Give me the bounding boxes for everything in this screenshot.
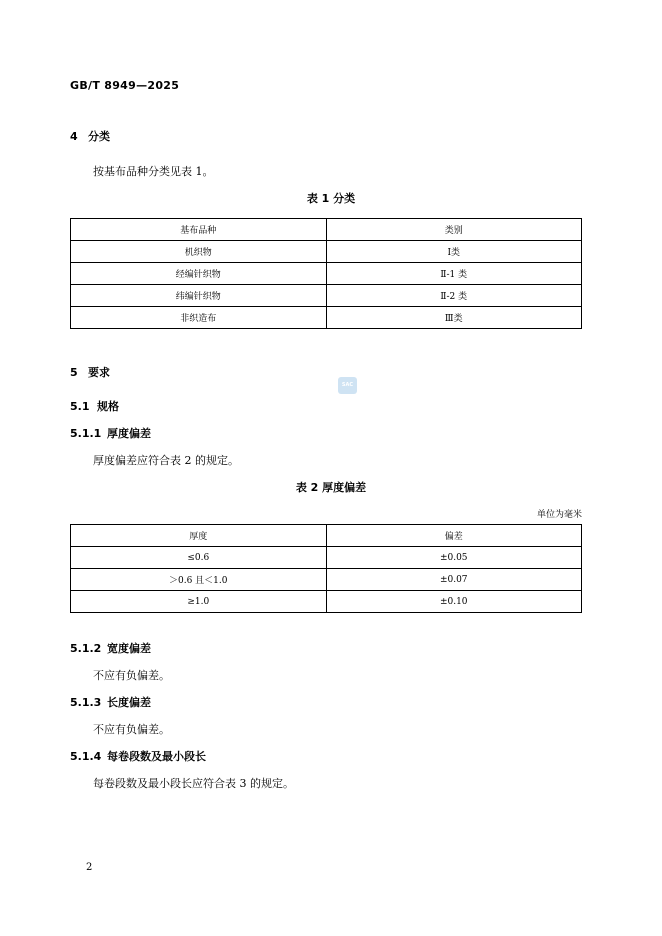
table-row bbox=[71, 591, 582, 613]
table-cell: ±0.10 bbox=[326, 591, 582, 613]
page-number: 2 bbox=[86, 862, 93, 873]
table-row bbox=[71, 285, 582, 307]
section-title: 宽度偏差 bbox=[107, 642, 151, 655]
table-header-cell: 厚度 bbox=[71, 525, 327, 547]
table-header-cell: 类别 bbox=[326, 219, 582, 241]
section-title: 长度偏差 bbox=[107, 696, 151, 709]
section-title: 每卷段数及最小段长 bbox=[107, 750, 206, 763]
section-number: 5.1.3 bbox=[70, 696, 102, 709]
standard-code: GB/T 8949—2025 bbox=[70, 79, 180, 92]
table-row bbox=[71, 241, 582, 263]
table-cell: Ⅲ类 bbox=[326, 307, 582, 329]
table-cell: ＞0.6 且＜1.0 bbox=[71, 569, 327, 591]
section-4-heading bbox=[70, 128, 110, 144]
table-cell: 纬编针织物 bbox=[71, 285, 327, 307]
section-5-1-3-text: 不应有负偏差。 bbox=[93, 723, 170, 736]
section-5-1-heading bbox=[70, 398, 119, 414]
table-cell: 非织造布 bbox=[71, 307, 327, 329]
table-2-caption: 表 2 厚度偏差 bbox=[295, 481, 367, 494]
section-title: 要求 bbox=[88, 366, 110, 379]
table-cell: Ⅰ类 bbox=[326, 241, 582, 263]
table-row bbox=[71, 569, 582, 591]
table-cell: ±0.05 bbox=[326, 547, 582, 569]
table-cell: 机织物 bbox=[71, 241, 327, 263]
table-cell: ≤0.6 bbox=[71, 547, 327, 569]
table-1-caption: 表 1 分类 bbox=[306, 192, 356, 205]
section-title: 厚度偏差 bbox=[107, 427, 151, 440]
section-4-text: 按基布品种分类见表 1。 bbox=[93, 165, 214, 178]
section-5-1-2-text: 不应有负偏差。 bbox=[93, 669, 170, 682]
table-cell: ±0.07 bbox=[326, 569, 582, 591]
table-row bbox=[71, 547, 582, 569]
table-2 bbox=[70, 524, 582, 613]
section-number: 5.1.4 bbox=[70, 750, 102, 763]
table-row bbox=[71, 307, 582, 329]
section-5-1-3-heading bbox=[70, 694, 151, 710]
section-number: 4 bbox=[70, 130, 78, 143]
table-header-cell: 偏差 bbox=[326, 525, 582, 547]
table-header-row bbox=[71, 525, 582, 547]
table-header-cell: 基布品种 bbox=[71, 219, 327, 241]
section-title: 规格 bbox=[97, 400, 119, 413]
section-number: 5.1.1 bbox=[70, 427, 102, 440]
section-number: 5.1.2 bbox=[70, 642, 102, 655]
table-row bbox=[71, 263, 582, 285]
table-cell: Ⅱ-1 类 bbox=[326, 263, 582, 285]
table-1 bbox=[70, 218, 582, 329]
sac-watermark-logo: SAC bbox=[338, 377, 357, 394]
table-cell: 经编针织物 bbox=[71, 263, 327, 285]
table-2-unit-note: 单位为毫米 bbox=[536, 510, 582, 520]
table-header-row bbox=[71, 219, 582, 241]
section-5-1-2-heading bbox=[70, 640, 151, 656]
table-cell: Ⅱ-2 类 bbox=[326, 285, 582, 307]
section-5-1-1-text: 厚度偏差应符合表 2 的规定。 bbox=[93, 454, 239, 467]
section-5-1-4-heading bbox=[70, 748, 206, 764]
section-5-1-4-text: 每卷段数及最小段长应符合表 3 的规定。 bbox=[93, 777, 294, 790]
section-title: 分类 bbox=[88, 130, 110, 143]
section-number: 5.1 bbox=[70, 400, 90, 413]
section-number: 5 bbox=[70, 366, 78, 379]
section-5-heading bbox=[70, 364, 110, 380]
section-5-1-1-heading bbox=[70, 425, 151, 441]
table-cell: ≥1.0 bbox=[71, 591, 327, 613]
